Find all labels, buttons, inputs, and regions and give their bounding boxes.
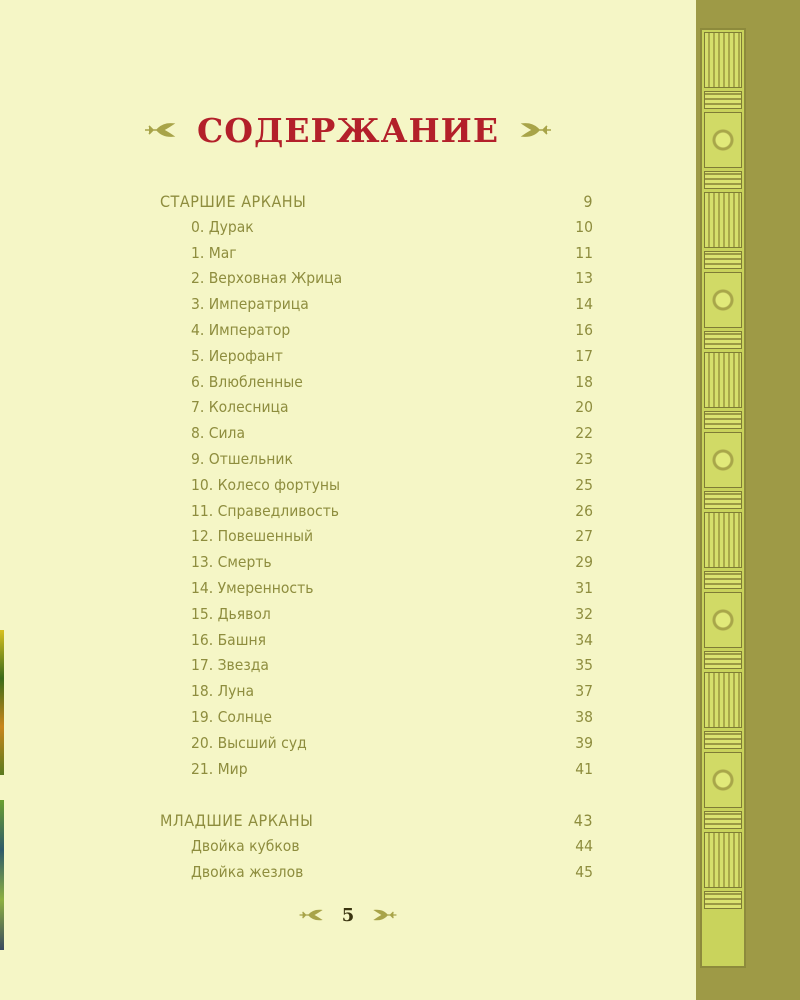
toc-item-label: 2. Верховная Жрица bbox=[191, 269, 343, 288]
toc-item-page: 22 bbox=[575, 424, 593, 443]
toc-item-label: 12. Повешенный bbox=[191, 527, 314, 546]
toc-item[interactable] bbox=[160, 499, 593, 525]
ornament-tile bbox=[704, 432, 742, 488]
toc-item[interactable] bbox=[160, 602, 593, 628]
ornament-tile bbox=[704, 32, 742, 88]
toc-item-label: 10. Колесо фортуны bbox=[191, 475, 340, 494]
toc-item[interactable] bbox=[160, 576, 593, 602]
toc-item[interactable] bbox=[160, 370, 593, 396]
toc-item-label: 20. Высший суд bbox=[191, 733, 307, 752]
toc-item-label: 15. Дьявол bbox=[191, 604, 271, 623]
toc-item-page: 25 bbox=[575, 475, 593, 494]
toc-item-page: 11 bbox=[575, 243, 593, 262]
toc-item[interactable] bbox=[160, 421, 593, 447]
toc-section-label: СТАРШИЕ АРКАНЫ bbox=[160, 192, 307, 211]
toc-item[interactable] bbox=[160, 679, 593, 705]
toc-item-page: 38 bbox=[575, 707, 593, 726]
toc-item-page: 10 bbox=[575, 217, 593, 236]
toc-item[interactable] bbox=[160, 757, 593, 783]
toc-item[interactable] bbox=[160, 653, 593, 679]
toc-item-page: 35 bbox=[575, 656, 593, 675]
toc-item-label: 19. Солнце bbox=[191, 707, 272, 726]
toc-item-page: 31 bbox=[575, 578, 593, 597]
toc-item-page: 16 bbox=[575, 320, 593, 339]
ornament-tile bbox=[704, 651, 742, 669]
toc-item-page: 17 bbox=[575, 346, 593, 365]
toc-item[interactable] bbox=[160, 473, 593, 499]
toc-item[interactable] bbox=[160, 524, 593, 550]
toc-item-page: 20 bbox=[575, 398, 593, 417]
ornament-tile bbox=[704, 192, 742, 248]
folk-ornament-border bbox=[700, 28, 746, 968]
page-number: 5 bbox=[341, 904, 355, 926]
title-row bbox=[0, 108, 696, 152]
toc-item[interactable] bbox=[160, 266, 593, 292]
toc-item[interactable] bbox=[160, 395, 593, 421]
toc-item[interactable] bbox=[160, 292, 593, 318]
toc-item-page: 34 bbox=[575, 630, 593, 649]
toc-item-label: 1. Маг bbox=[191, 243, 237, 262]
toc-item-label: 11. Справедливость bbox=[191, 501, 340, 520]
toc-item-page: 29 bbox=[575, 553, 593, 572]
toc-item-page: 44 bbox=[575, 837, 593, 856]
adjacent-page-edge bbox=[0, 630, 4, 775]
toc-item[interactable] bbox=[160, 628, 593, 654]
swallow-ornament-icon bbox=[298, 908, 324, 922]
toc-section-page: 43 bbox=[573, 811, 593, 831]
ornament-tile bbox=[704, 91, 742, 109]
toc-item-page: 26 bbox=[575, 501, 593, 520]
ornament-tile bbox=[704, 832, 742, 888]
toc-item[interactable] bbox=[160, 834, 593, 860]
toc-item-label: 14. Умеренность bbox=[191, 578, 314, 597]
ornament-tile bbox=[704, 811, 742, 829]
toc-section-minor[interactable] bbox=[160, 808, 593, 834]
toc-item-label: 5. Иерофант bbox=[191, 346, 283, 365]
toc-item-label: Двойка жезлов bbox=[191, 862, 304, 881]
table-of-contents bbox=[160, 189, 593, 886]
toc-section-major[interactable] bbox=[160, 189, 593, 215]
ornament-tile bbox=[704, 592, 742, 648]
ornament-tile bbox=[704, 331, 742, 349]
toc-item-page: 27 bbox=[575, 527, 593, 546]
toc-item[interactable] bbox=[160, 241, 593, 267]
toc-item[interactable] bbox=[160, 550, 593, 576]
swallow-ornament-icon bbox=[372, 908, 398, 922]
ornament-tile bbox=[704, 171, 742, 189]
toc-item-page: 18 bbox=[575, 372, 593, 391]
toc-item-label: 17. Звезда bbox=[191, 656, 269, 675]
toc-item-page: 32 bbox=[575, 604, 593, 623]
toc-item-label: 7. Колесница bbox=[191, 398, 289, 417]
ornament-tile bbox=[704, 491, 742, 509]
ornament-tile bbox=[704, 251, 742, 269]
toc-item[interactable] bbox=[160, 447, 593, 473]
toc-item-label: 9. Отшельник bbox=[191, 449, 293, 468]
toc-item-label: 0. Дурак bbox=[191, 217, 254, 236]
toc-item-label: 16. Башня bbox=[191, 630, 266, 649]
page-title: СОДЕРЖАНИЕ bbox=[196, 110, 499, 150]
toc-section-label: МЛАДШИЕ АРКАНЫ bbox=[160, 811, 314, 831]
toc-item-label: Двойка кубков bbox=[191, 837, 300, 856]
toc-item-page: 14 bbox=[575, 295, 593, 314]
swallow-ornament-icon bbox=[143, 121, 177, 139]
toc-item-page: 13 bbox=[575, 269, 593, 288]
ornament-tile bbox=[704, 352, 742, 408]
toc-item-page: 41 bbox=[575, 759, 593, 778]
toc-item-label: 21. Мир bbox=[191, 759, 248, 778]
toc-item-page: 23 bbox=[575, 449, 593, 468]
toc-item-page: 39 bbox=[575, 733, 593, 752]
toc-item-label: 8. Сила bbox=[191, 424, 245, 443]
ornament-tile bbox=[704, 891, 742, 909]
toc-item[interactable] bbox=[160, 215, 593, 241]
toc-section-page: 9 bbox=[583, 192, 593, 211]
toc-item[interactable] bbox=[160, 344, 593, 370]
toc-item-page: 37 bbox=[575, 682, 593, 701]
toc-item[interactable] bbox=[160, 705, 593, 731]
swallow-ornament-icon bbox=[519, 121, 553, 139]
toc-item[interactable] bbox=[160, 731, 593, 757]
toc-item-label: 18. Луна bbox=[191, 682, 254, 701]
toc-item-label: 3. Императрица bbox=[191, 295, 309, 314]
ornament-tile bbox=[704, 112, 742, 168]
toc-item-label: 6. Влюбленные bbox=[191, 372, 303, 391]
toc-item-page: 45 bbox=[575, 862, 593, 881]
page-footer bbox=[0, 900, 696, 930]
ornament-tile bbox=[704, 272, 742, 328]
toc-item-label: 4. Император bbox=[191, 320, 291, 339]
ornament-tile bbox=[704, 411, 742, 429]
toc-item[interactable] bbox=[160, 860, 593, 886]
ornament-tile bbox=[704, 571, 742, 589]
toc-item[interactable] bbox=[160, 318, 593, 344]
ornament-tile bbox=[704, 672, 742, 728]
toc-item-label: 13. Смерть bbox=[191, 553, 272, 572]
ornament-tile bbox=[704, 752, 742, 808]
ornament-tile bbox=[704, 731, 742, 749]
adjacent-page-edge bbox=[0, 800, 4, 950]
ornament-tile bbox=[704, 512, 742, 568]
